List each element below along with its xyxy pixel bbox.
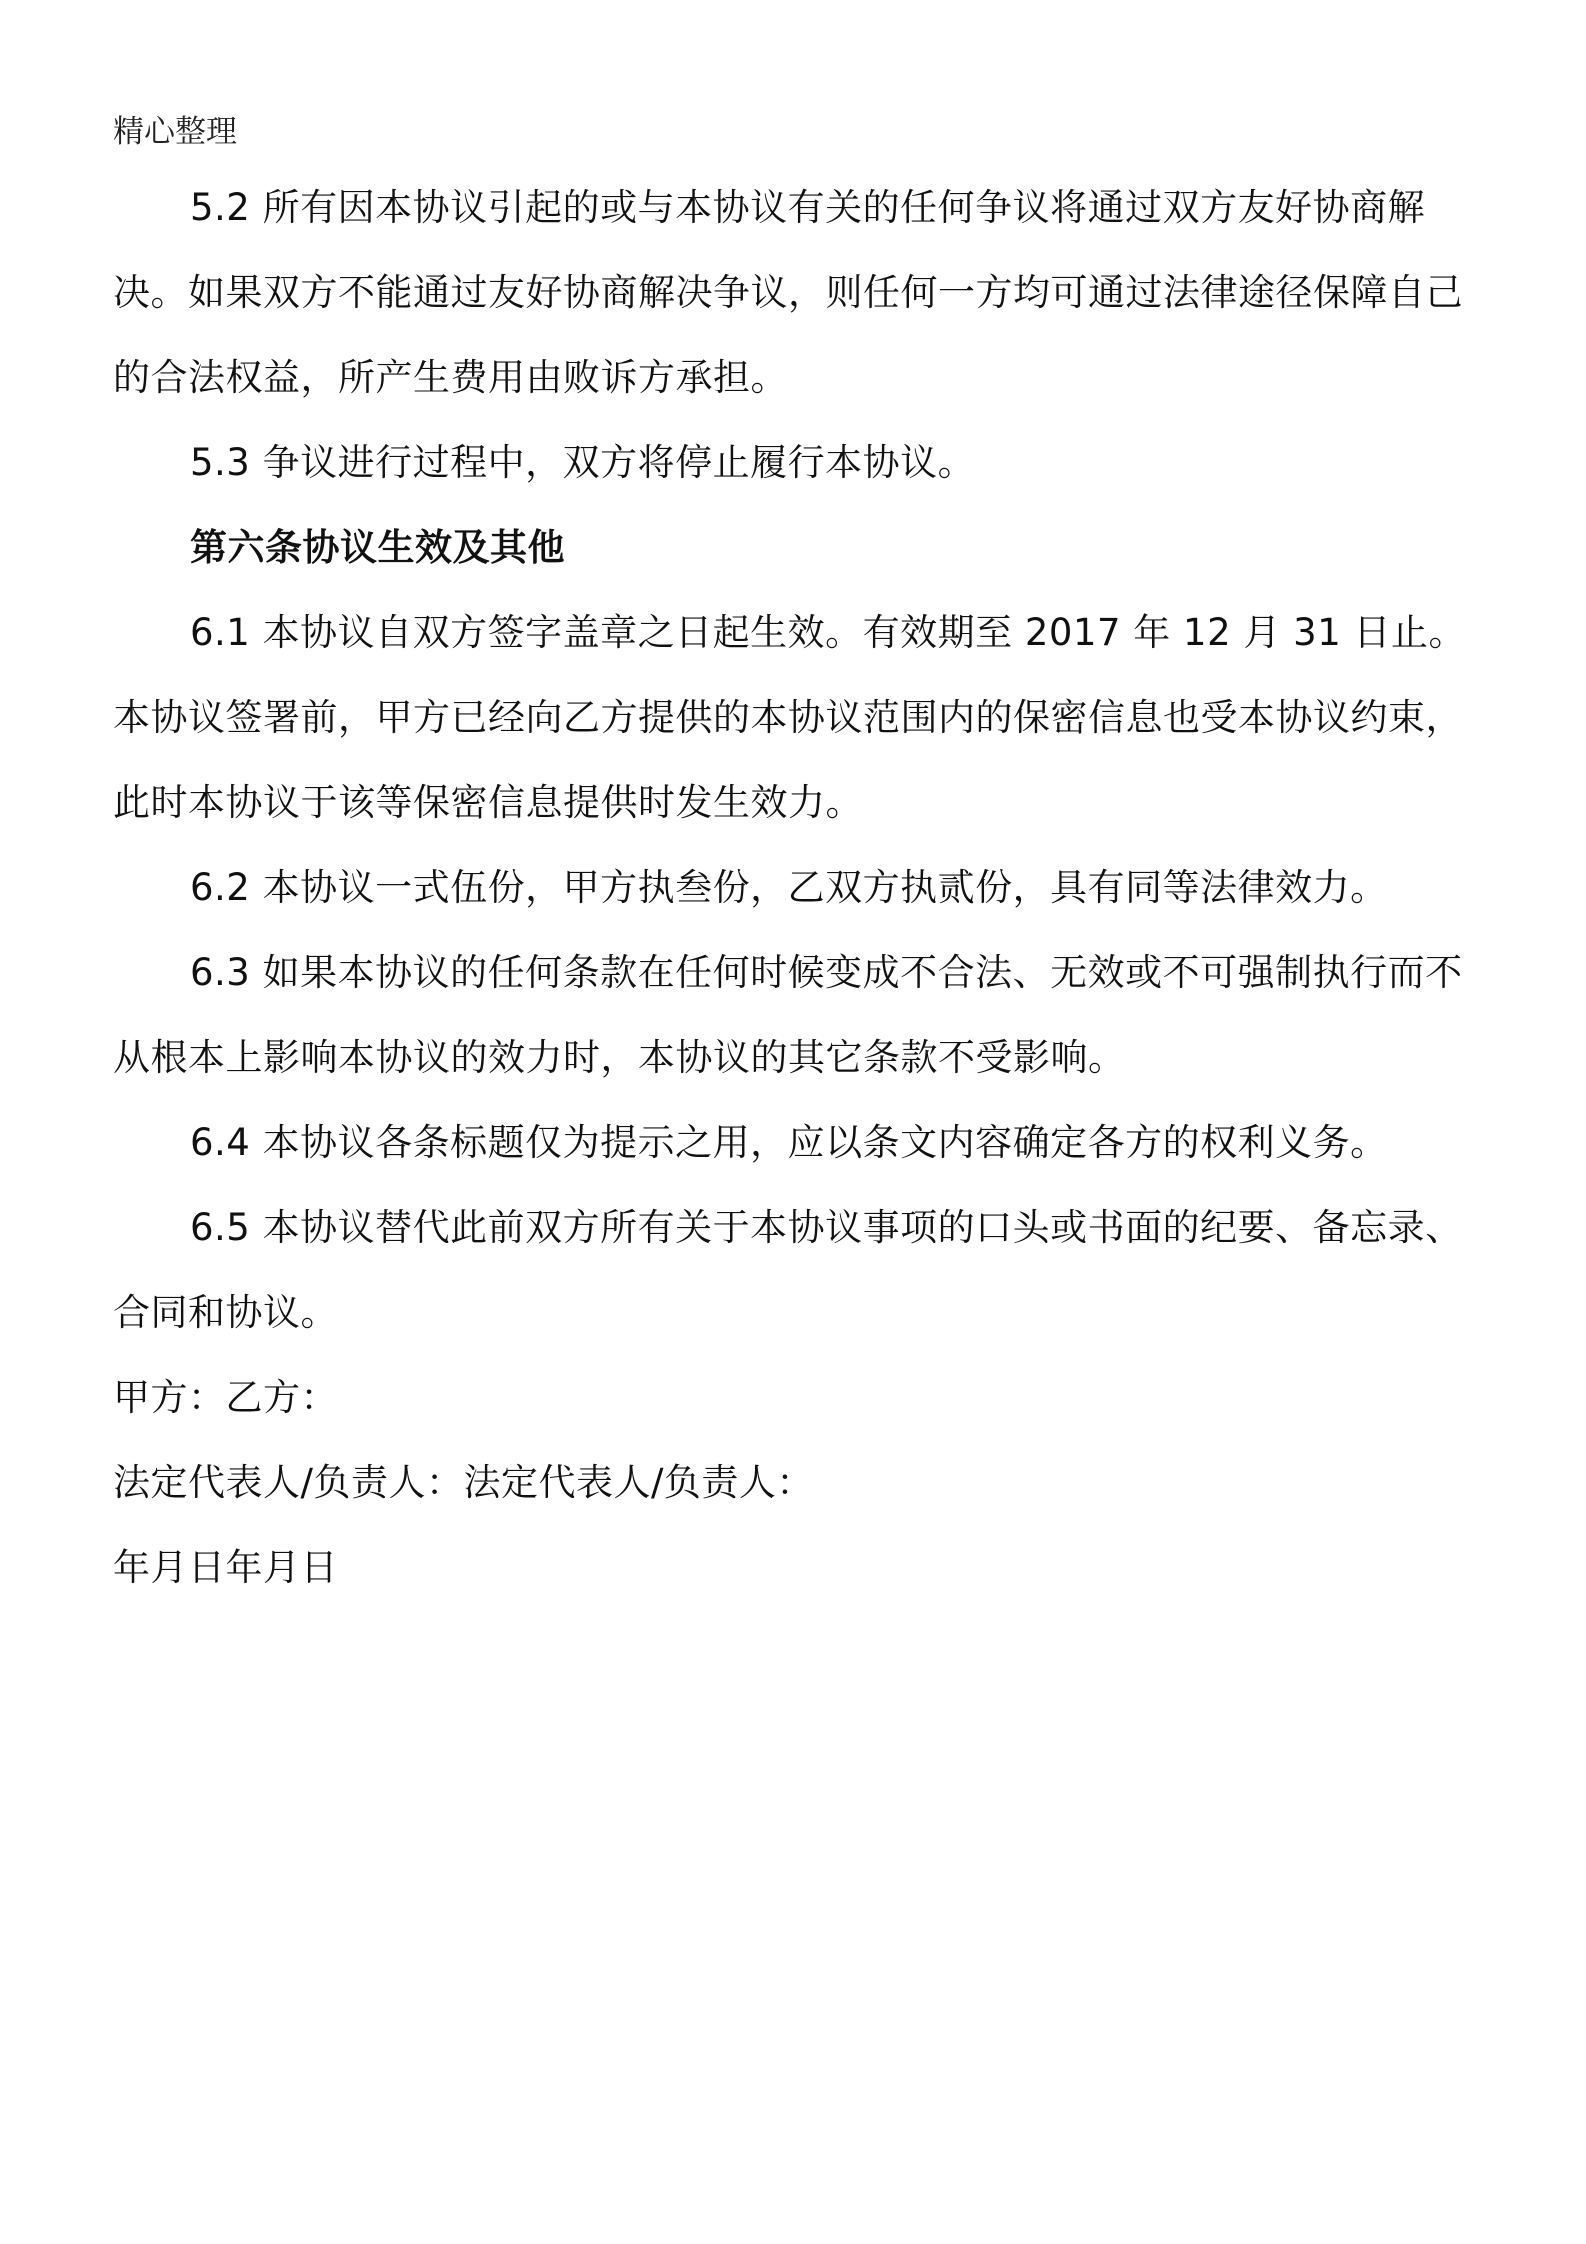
- clause-5-2: 5.2 所有因本协议引起的或与本协议有关的任何争议将通过双方友好协商解决。如果双方不能通过友好协商解决争议，则任何一方均可通过法律途径保障自己的合法权益，所产生费用由败诉方承担。: [113, 186, 1463, 399]
- signature-representatives: 法定代表人/负责人：法定代表人/负责人：: [113, 1461, 814, 1504]
- document-body: [113, 165, 1493, 1610]
- clause-6-4: 6.4 本协议各条标题仅为提示之用，应以条文内容确定各方的权利义务。: [190, 1121, 1388, 1164]
- article-6-heading: 第六条协议生效及其他: [190, 526, 565, 569]
- page-header: 精心整理: [113, 114, 237, 150]
- clause-5-3: 5.3 争议进行过程中，双方将停止履行本协议。: [190, 441, 976, 484]
- clause-6-1: 6.1 本协议自双方签字盖章之日起生效。有效期至 2017 年 12 月 31 日止。本协议签署前，甲方已经向乙方提供的本协议范围内的保密信息也受本协议约束，此时本协议于该等保密信息提供时发生效力。: [113, 611, 1466, 824]
- clause-6-2: 6.2 本协议一式伍份，甲方执叁份，乙双方执贰份，具有同等法律效力。: [190, 866, 1388, 909]
- clause-6-5: 6.5 本协议替代此前双方所有关于本协议事项的口头或书面的纪要、备忘录、合同和协议。: [113, 1206, 1463, 1334]
- signature-parties: 甲方：乙方：: [113, 1376, 338, 1419]
- clause-6-3: 6.3 如果本协议的任何条款在任何时候变成不合法、无效或不可强制执行而不从根本上影响本协议的效力时，本协议的其它条款不受影响。: [113, 951, 1463, 1079]
- signature-dates: 年月日年月日: [113, 1546, 338, 1589]
